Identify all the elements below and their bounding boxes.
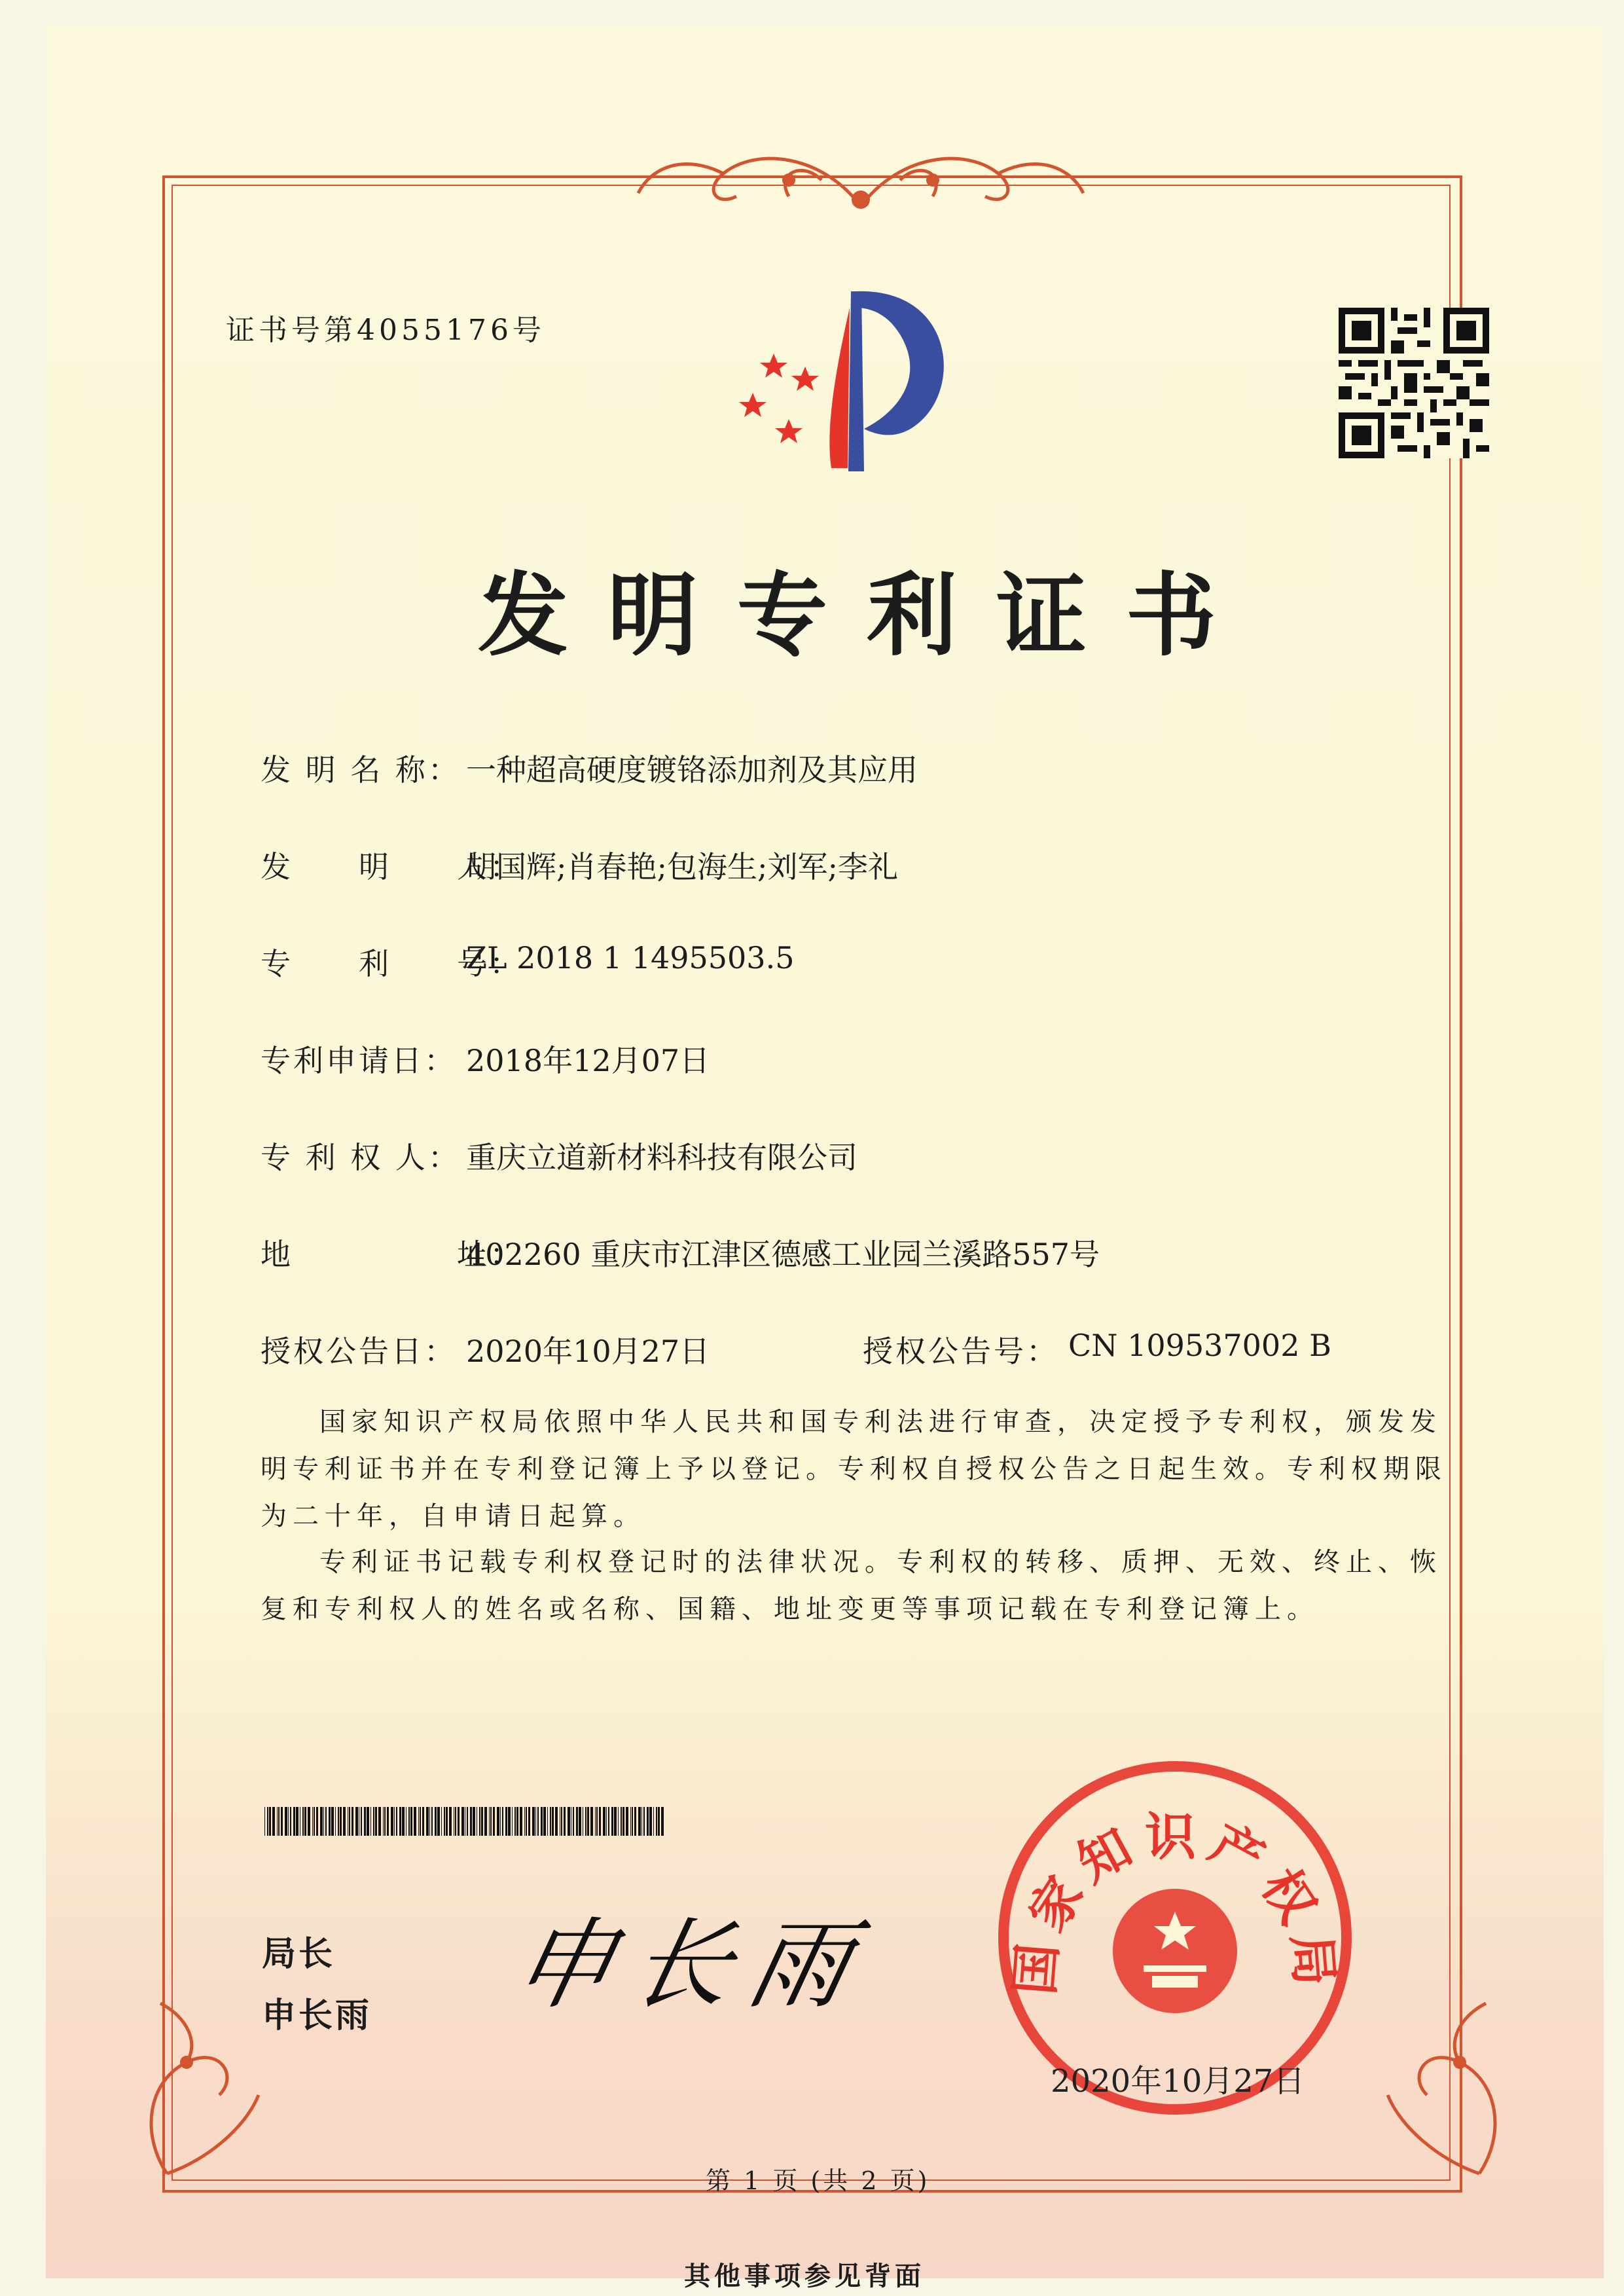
barcode-bar xyxy=(338,1807,339,1836)
barcode-bar xyxy=(325,1807,327,1836)
barcode-bar xyxy=(568,1807,570,1836)
barcode-bar xyxy=(608,1807,609,1836)
barcode-bar xyxy=(429,1807,430,1836)
barcode-bar xyxy=(458,1807,460,1836)
invention-name-value: 一种超高硬度镀铬添加剂及其应用 xyxy=(466,752,918,788)
barcode-bar xyxy=(520,1807,522,1836)
application-date-label: 专利申请日： xyxy=(261,1043,457,1078)
barcode-bar xyxy=(585,1807,586,1836)
barcode-bar xyxy=(500,1807,501,1836)
address-value: 402260 重庆市江津区德感工业园兰溪路557号 xyxy=(466,1237,1100,1272)
barcode-bar xyxy=(532,1807,535,1836)
barcode-bar xyxy=(661,1807,664,1836)
barcode-bar xyxy=(603,1807,605,1836)
barcode-bar xyxy=(302,1807,304,1836)
barcode-bar xyxy=(649,1807,652,1836)
barcode-bar xyxy=(489,1807,490,1836)
barcode-bar xyxy=(632,1807,633,1836)
barcode-bar xyxy=(420,1807,421,1836)
barcode-bar xyxy=(340,1807,342,1836)
barcode-bar xyxy=(634,1807,636,1836)
barcode-bar xyxy=(647,1807,649,1836)
barcode-bar xyxy=(516,1807,518,1836)
barcode-bar xyxy=(329,1807,331,1836)
patent-number-value: ZL 2018 1 1495503.5 xyxy=(466,940,795,975)
barcode-bar xyxy=(561,1807,562,1836)
barcode-bar xyxy=(375,1807,377,1836)
barcode-bar xyxy=(331,1807,334,1836)
barcode-bar xyxy=(493,1807,495,1836)
barcode-bar xyxy=(547,1807,548,1836)
barcode-bar xyxy=(590,1807,593,1836)
barcode-bar xyxy=(614,1807,617,1836)
statement-paragraph-1: 国家知识产权局依照中华人民共和国专利法进行审查，决定授予专利权，颁发发明专利证书并在专利登记簿上予以登记。专利权自授权公告之日起生效。专利权期限为二十年，自申请日起算。 xyxy=(261,1407,1447,1531)
grant-date-value: 2020年10月27日 xyxy=(466,1334,710,1369)
barcode-bar xyxy=(481,1807,483,1836)
barcode-bar xyxy=(312,1807,313,1836)
barcode-bar xyxy=(550,1807,551,1836)
barcode-bar xyxy=(444,1807,445,1836)
barcode-bar xyxy=(391,1807,393,1836)
director-name: 申长雨 xyxy=(262,1996,372,2035)
barcode-bar xyxy=(638,1807,641,1836)
barcode-bar xyxy=(611,1807,613,1836)
barcode-bar xyxy=(264,1807,265,1836)
barcode-bar xyxy=(535,1807,536,1836)
barcode-bar xyxy=(394,1807,395,1836)
barcode-bar xyxy=(595,1807,596,1836)
barcode-bar xyxy=(396,1807,397,1836)
barcode-bar xyxy=(402,1807,405,1836)
barcode-bar xyxy=(373,1807,374,1836)
patentee-label: 专 利 权 人： xyxy=(261,1140,461,1175)
application-date-value: 2018年12月07日 xyxy=(466,1043,710,1078)
barcode-bar xyxy=(641,1807,642,1836)
barcode-bar xyxy=(414,1807,416,1836)
barcode-bar xyxy=(446,1807,448,1836)
barcode-bar xyxy=(576,1807,578,1836)
barcode-bar xyxy=(352,1807,353,1836)
inventors-label: 发 明 人： xyxy=(261,849,522,884)
barcode-bar xyxy=(277,1807,278,1836)
barcode-bar xyxy=(418,1807,419,1836)
barcode-bar xyxy=(285,1807,287,1836)
barcode-bar xyxy=(596,1807,598,1836)
patentee-value: 重庆立道新材料科技有限公司 xyxy=(466,1140,857,1175)
barcode-bar xyxy=(524,1807,525,1836)
barcode-bar xyxy=(512,1807,513,1836)
barcode-icon xyxy=(264,1807,669,1836)
barcode-bar xyxy=(552,1807,554,1836)
barcode-bar xyxy=(304,1807,306,1836)
barcode-bar xyxy=(643,1807,645,1836)
barcode-bar xyxy=(490,1807,492,1836)
grant-number-label: 授权公告号： xyxy=(863,1334,1059,1369)
barcode-bar xyxy=(422,1807,424,1836)
barcode-bar xyxy=(579,1807,581,1836)
barcode-bar xyxy=(555,1807,558,1836)
barcode-bar xyxy=(449,1807,452,1836)
barcode-bar xyxy=(290,1807,291,1836)
barcode-bar xyxy=(437,1807,440,1836)
barcode-bar xyxy=(408,1807,410,1836)
barcode-bar xyxy=(355,1807,358,1836)
barcode-bar xyxy=(621,1807,622,1836)
barcode-bar xyxy=(435,1807,437,1836)
barcode-bar xyxy=(508,1807,511,1836)
handwritten-signature: 申长雨 xyxy=(503,1908,881,2022)
grant-date-label: 授权公告日： xyxy=(261,1334,457,1369)
patent-number-label: 专 利 号： xyxy=(261,946,522,981)
footer-note: 其他事项参见背面 xyxy=(684,2261,925,2291)
barcode-bar xyxy=(467,1807,468,1836)
bottom-left-ornament-icon xyxy=(128,1964,272,2180)
barcode-bar xyxy=(623,1807,624,1836)
barcode-bar xyxy=(470,1807,472,1836)
barcode-bar xyxy=(479,1807,480,1836)
barcode-bar xyxy=(387,1807,389,1836)
barcode-bar xyxy=(502,1807,503,1836)
barcode-bar xyxy=(364,1807,366,1836)
barcode-bar xyxy=(335,1807,336,1836)
barcode-bar xyxy=(514,1807,516,1836)
seal-date: 2020年10月27日 xyxy=(1051,2063,1305,2100)
barcode-bar xyxy=(541,1807,543,1836)
barcode-bar xyxy=(272,1807,275,1836)
barcode-bar xyxy=(399,1807,401,1836)
barcode-bar xyxy=(431,1807,433,1836)
top-ornament-icon xyxy=(625,134,1096,216)
barcode-bar xyxy=(573,1807,574,1836)
barcode-bar xyxy=(630,1807,631,1836)
barcode-bar xyxy=(349,1807,350,1836)
barcode-bar xyxy=(323,1807,324,1836)
barcode-bar xyxy=(461,1807,464,1836)
barcode-bar xyxy=(288,1807,289,1836)
patent-office-logo-icon xyxy=(733,282,982,478)
invention-name-label: 发 明 名 称： xyxy=(261,752,461,788)
barcode-bar xyxy=(316,1807,318,1836)
barcode-bar xyxy=(497,1807,499,1836)
barcode-bar xyxy=(269,1807,271,1836)
barcode-bar xyxy=(606,1807,607,1836)
barcode-bar xyxy=(528,1807,530,1836)
seal-text: 国家知识产权局 xyxy=(1005,1808,1344,1997)
statement-paragraph-2: 专利证书记载专利权登记时的法律状况。专利权的转移、质押、无效、终止、恢复和专利权人的姓名或名称、国籍、地址变更等事项记载在专利登记簿上。 xyxy=(261,1547,1442,1624)
certificate-title: 发明专利证书 xyxy=(478,562,1256,668)
barcode-bar xyxy=(526,1807,527,1836)
barcode-bar xyxy=(278,1807,280,1836)
page-number: 第 1 页 (共 2 页) xyxy=(706,2166,930,2195)
director-title: 局长 xyxy=(262,1935,336,1974)
barcode-bar xyxy=(626,1807,628,1836)
barcode-bar xyxy=(455,1807,456,1836)
barcode-bar xyxy=(587,1807,589,1836)
barcode-bar xyxy=(653,1807,654,1836)
barcode-bar xyxy=(543,1807,546,1836)
bottom-right-ornament-icon xyxy=(1375,1964,1519,2180)
barcode-bar xyxy=(410,1807,412,1836)
barcode-bar xyxy=(378,1807,381,1836)
barcode-bar xyxy=(441,1807,442,1836)
barcode-bar xyxy=(537,1807,539,1836)
address-label: 地 址： xyxy=(261,1237,522,1272)
barcode-bar xyxy=(308,1807,310,1836)
barcode-bar xyxy=(618,1807,619,1836)
qr-code-icon xyxy=(1339,308,1489,458)
barcode-bar xyxy=(343,1807,346,1836)
barcode-bar xyxy=(314,1807,315,1836)
barcode-bar xyxy=(367,1807,369,1836)
barcode-bar xyxy=(484,1807,487,1836)
barcode-bar xyxy=(320,1807,323,1836)
barcode-bar xyxy=(361,1807,362,1836)
barcode-bar xyxy=(426,1807,429,1836)
inventors-value: 胡国辉;肖春艳;包海生;刘军;李礼 xyxy=(466,849,898,884)
barcode-bar xyxy=(564,1807,566,1836)
barcode-bar xyxy=(281,1807,283,1836)
barcode-bar xyxy=(293,1807,295,1836)
barcode-bar xyxy=(267,1807,268,1836)
barcode-bar xyxy=(383,1807,384,1836)
barcode-bar xyxy=(658,1807,660,1836)
barcode-bar xyxy=(296,1807,298,1836)
grant-number-value: CN 109537002 B xyxy=(1068,1328,1331,1363)
certificate-number: 证书号第4055176号 xyxy=(226,314,545,347)
barcode-bar xyxy=(384,1807,386,1836)
barcode-bar xyxy=(505,1807,507,1836)
barcode-bar xyxy=(599,1807,601,1836)
barcode-bar xyxy=(473,1807,475,1836)
barcode-bar xyxy=(370,1807,371,1836)
barcode-bar xyxy=(656,1807,657,1836)
